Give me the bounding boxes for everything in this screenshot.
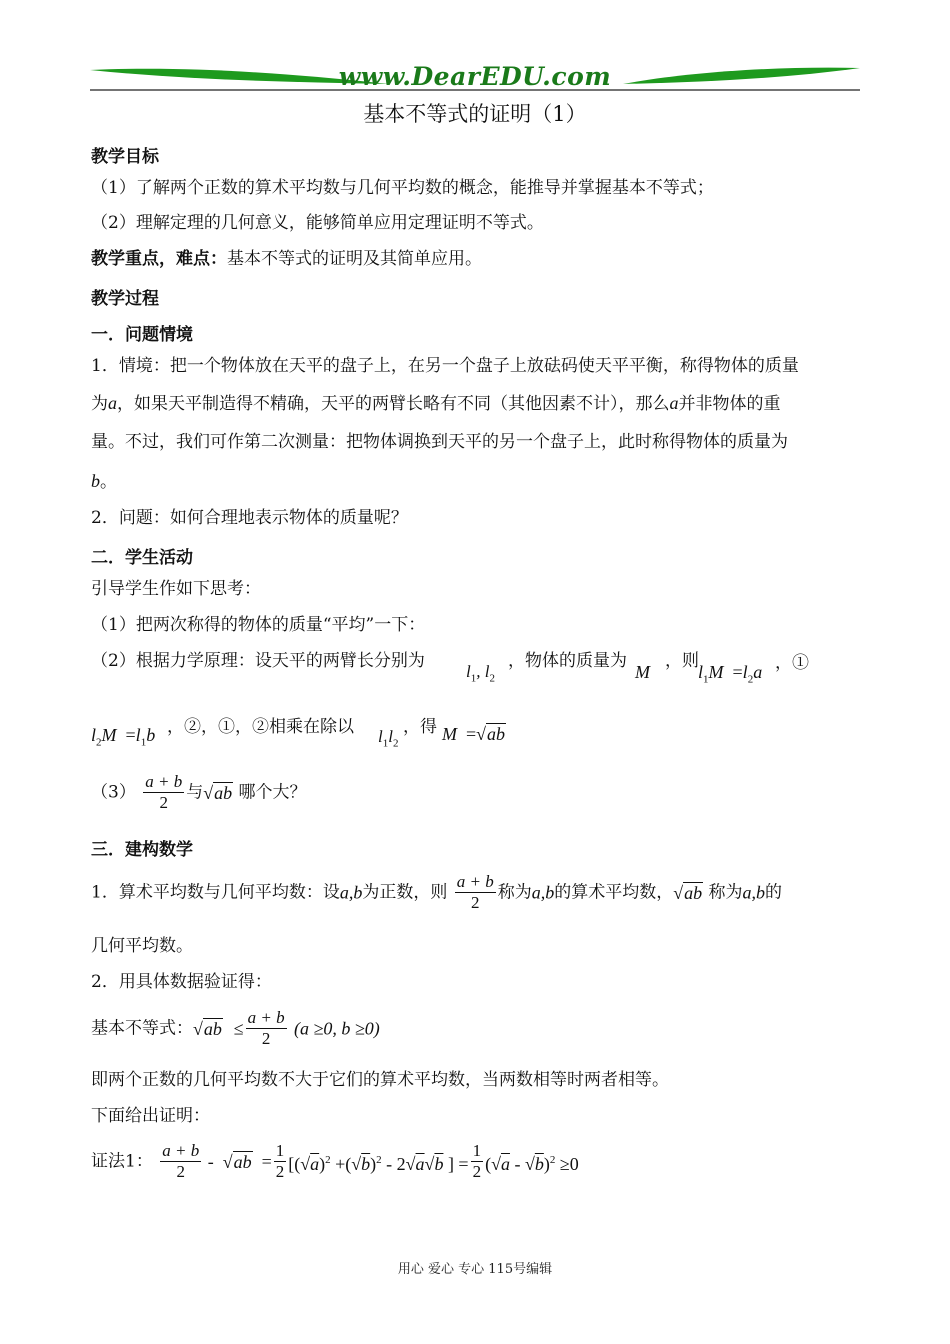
site-logo: www.DearEDU.com bbox=[338, 62, 612, 91]
section2-step1: （1）把两次称得的物体的质量“平均”一下： bbox=[91, 615, 426, 635]
goal-item: （2）理解定理的几何意义，能够简单应用定理证明不等式。 bbox=[91, 213, 544, 233]
proof-intro: 下面给出证明： bbox=[91, 1106, 210, 1126]
formula-l1-l2: $l_1$, $l_2$ bbox=[466, 662, 495, 685]
key-points-label: 教学重点，难点： bbox=[91, 249, 227, 269]
section3-definition: 1．算术平均数与几何平均数：设a,b为正数，则 $\frac{a + b}{2}$ 称为a,b的算术平均数，√ab 称为a,b的 bbox=[91, 872, 783, 912]
section1-heading: 一．问题情境 bbox=[91, 325, 193, 345]
formula-eq2: $l_2M =l_1b$ bbox=[91, 725, 156, 749]
section2-heading: 二．学生活动 bbox=[91, 548, 193, 568]
basic-inequality: 基本不等式：√ab ≤ $\frac{a + b}{2}$ (a ≥0, b ≥0) bbox=[91, 1008, 380, 1048]
section3-heading: 三．建构数学 bbox=[91, 840, 193, 860]
proof-1: 证法1： $\frac{a + b}{2}$ - √ab = $\frac{1}{2}$ [$(√a)^2 +(√b)^2 - 2√a√b$ ] = $\frac{1}{2}$ (√a - √b)$^2$ ≥0 bbox=[91, 1141, 579, 1181]
right-leaf-decoration bbox=[623, 68, 860, 84]
fraction-a-plus-b-over-2: $\frac{a + b}{2}$ bbox=[145, 772, 183, 812]
formula-M-sqrt: M =√ab bbox=[442, 724, 506, 744]
page-title: 基本不等式的证明（1） bbox=[363, 102, 587, 126]
section2-step3: （3） $\frac{a + b}{2}$ 与√ab 哪个大？ bbox=[91, 772, 307, 812]
section2-intro: 引导学生作如下思考： bbox=[91, 579, 261, 599]
formula-eq1-marker: ，① bbox=[775, 653, 809, 673]
formula-eq1: $l_1M =l_2a$ bbox=[698, 662, 763, 686]
key-points bbox=[91, 248, 482, 270]
process-heading: 教学过程 bbox=[91, 289, 159, 309]
formula-M: M bbox=[635, 662, 650, 682]
section1-paragraph-line: 量。不过，我们可作第二次测量：把物体调换到天平的另一个盘子上，此时称得物体的质量为 bbox=[91, 432, 788, 452]
section2-step2: （2）根据力学原理：设天平的两臂长分别为 bbox=[91, 651, 425, 671]
section3-definition-cont: 几何平均数。 bbox=[91, 936, 193, 956]
section2-step2-mass: ，物体的质量为 bbox=[508, 651, 627, 671]
section1-question: 2．问题：如何合理地表示物体的质量呢？ bbox=[91, 508, 408, 528]
section2-step2-get: ，得 bbox=[403, 717, 437, 737]
formula-l1l2: $l_1l_2$ bbox=[378, 727, 399, 750]
section2-step2-then: ，则 bbox=[665, 651, 699, 671]
goals-heading: 教学目标 bbox=[91, 147, 159, 167]
section2-step2-line2: ，②，①，②相乘在除以 bbox=[167, 717, 354, 737]
section3-verify: 2．用具体数据验证得： bbox=[91, 972, 272, 992]
page-footer: 用心 爱心 专心 115号编辑 bbox=[397, 1262, 553, 1277]
inequality-description: 即两个正数的几何平均数不大于它们的算术平均数，当两数相等时两者相等。 bbox=[91, 1070, 669, 1090]
section1-paragraph-line: b。 bbox=[91, 471, 117, 492]
section1-paragraph-line: 为a，如果天平制造得不精确，天平的两臂长略有不同（其他因素不计），那么a并非物体的重 bbox=[91, 393, 781, 414]
section1-paragraph-line: 1．情境：把一个物体放在天平的盘子上，在另一个盘子上放砝码使天平平衡，称得物体的质量 bbox=[91, 356, 799, 376]
goal-item: （1）了解两个正数的算术平均数与几何平均数的概念，能推导并掌握基本不等式； bbox=[91, 178, 714, 198]
key-points-text: 基本不等式的证明及其简单应用。 bbox=[227, 249, 482, 269]
